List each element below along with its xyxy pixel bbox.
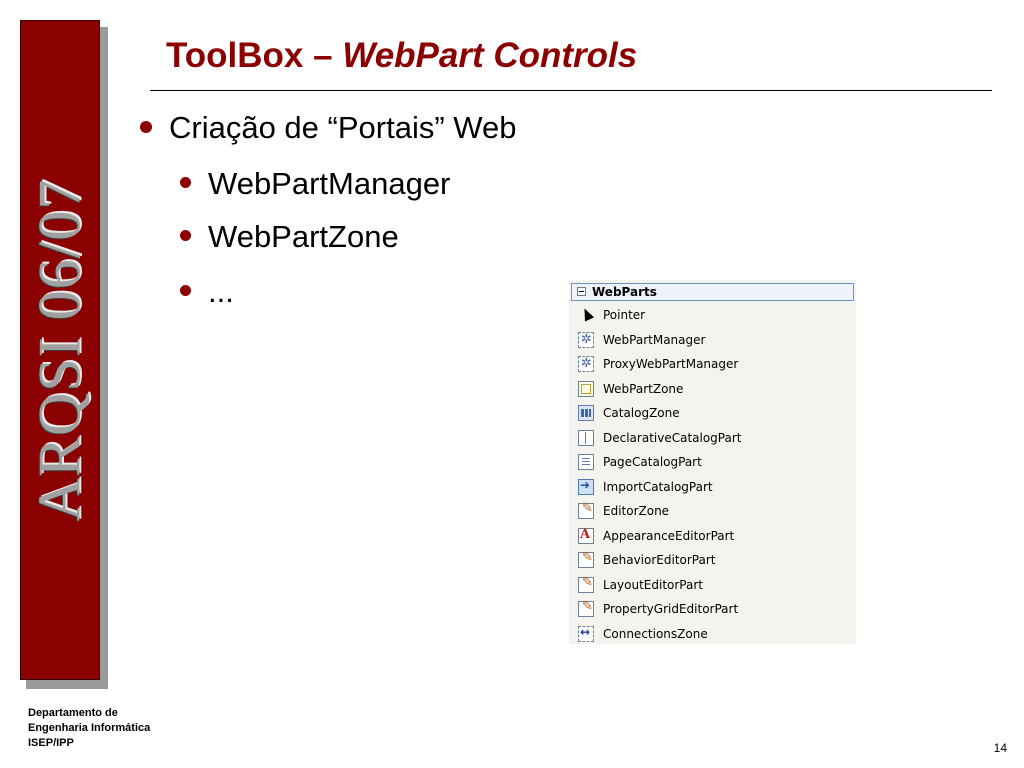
bullet-level2-text: ... xyxy=(208,274,234,309)
slide-title xyxy=(166,36,637,76)
banner-text: ARQSI 06/07 xyxy=(26,178,93,522)
toolbox-item-label: DeclarativeCatalogPart xyxy=(603,430,742,445)
toolbox-item-importcatalogpart[interactable] xyxy=(569,475,856,500)
toolbox-item-proxywebpartmanager[interactable] xyxy=(569,352,856,377)
pointer-icon xyxy=(578,307,594,323)
toolbox-item-layouteditorpart[interactable] xyxy=(569,573,856,598)
toolbox-item-catalogzone[interactable] xyxy=(569,401,856,426)
toolbox-item-behavioreditorpart[interactable] xyxy=(569,548,856,573)
bullet-level2 xyxy=(180,274,234,310)
toolbox-item-label: WebPartManager xyxy=(603,332,706,347)
toolbox-item-appearanceeditorpart[interactable] xyxy=(569,524,856,549)
bullet-dot-icon xyxy=(180,285,191,296)
bullet-level2-text: WebPartZone xyxy=(208,219,399,254)
bullet-level2-text: WebPartManager xyxy=(208,166,451,201)
footer-line: Departamento de xyxy=(28,707,118,719)
side-banner xyxy=(20,20,100,680)
declarative-catalog-part-icon xyxy=(578,430,594,446)
toolbox-item-connectionszone[interactable] xyxy=(569,622,856,647)
bullet-level2 xyxy=(180,219,399,255)
catalog-zone-icon xyxy=(578,405,594,421)
toolbox-item-label: LayoutEditorPart xyxy=(603,577,703,592)
toolbox-item-label: PropertyGridEditorPart xyxy=(603,602,739,617)
bullet-level2 xyxy=(180,166,450,202)
footer-line: Engenharia Informática xyxy=(28,722,151,734)
toolbox-item-label: ImportCatalogPart xyxy=(603,479,713,494)
toolbox-item-label: ProxyWebPartManager xyxy=(603,357,739,372)
toolbox-item-editorzone[interactable] xyxy=(569,499,856,524)
behavior-editor-part-icon xyxy=(578,552,594,568)
layout-editor-part-icon xyxy=(578,577,594,593)
title-divider xyxy=(150,90,992,91)
toolbox-item-list xyxy=(569,303,856,646)
footer-department xyxy=(28,706,150,751)
toolbox-item-label: EditorZone xyxy=(603,504,670,519)
toolbox-item-label: CatalogZone xyxy=(603,406,680,421)
bullet-dot-icon xyxy=(140,121,152,133)
toolbox-panel xyxy=(569,280,856,644)
toolbox-item-label: BehaviorEditorPart xyxy=(603,553,716,568)
toolbox-item-propertygrideditorpart[interactable] xyxy=(569,597,856,622)
proxy-webpart-manager-icon xyxy=(578,356,594,372)
webpart-zone-icon xyxy=(578,381,594,397)
toolbox-item-label: Pointer xyxy=(603,308,646,323)
bullet-dot-icon xyxy=(180,230,191,241)
bullet-level1 xyxy=(140,110,516,146)
page-number: 14 xyxy=(993,741,1007,755)
connections-zone-icon xyxy=(578,626,594,642)
toolbox-item-webpartmanager[interactable] xyxy=(569,328,856,353)
property-grid-editor-part-icon xyxy=(578,601,594,617)
bullet-dot-icon xyxy=(180,177,191,188)
webpart-manager-icon xyxy=(578,332,594,348)
page-catalog-part-icon xyxy=(578,454,594,470)
toolbox-group-header[interactable] xyxy=(571,283,854,301)
toolbox-item-webpartzone[interactable] xyxy=(569,377,856,402)
toolbox-item-label: PageCatalogPart xyxy=(603,455,702,470)
toolbox-group-title: WebParts xyxy=(592,285,657,299)
toolbox-item-pagecatalogpart[interactable] xyxy=(569,450,856,475)
toolbox-item-label: AppearanceEditorPart xyxy=(603,528,735,543)
collapse-icon[interactable] xyxy=(577,287,586,296)
toolbox-item-label: ConnectionsZone xyxy=(603,626,708,641)
title-main: ToolBox – xyxy=(166,36,343,75)
footer-line: ISEP/IPP xyxy=(28,737,74,749)
bullet-level1-text: Criação de “Portais” Web xyxy=(169,110,517,145)
toolbox-item-label: WebPartZone xyxy=(603,381,684,396)
toolbox-item-declarativecatalogpart[interactable] xyxy=(569,426,856,451)
toolbox-item-pointer[interactable] xyxy=(569,303,856,328)
editor-zone-icon xyxy=(578,503,594,519)
appearance-editor-part-icon xyxy=(578,528,594,544)
title-sub: WebPart Controls xyxy=(342,36,638,75)
import-catalog-part-icon xyxy=(578,479,594,495)
